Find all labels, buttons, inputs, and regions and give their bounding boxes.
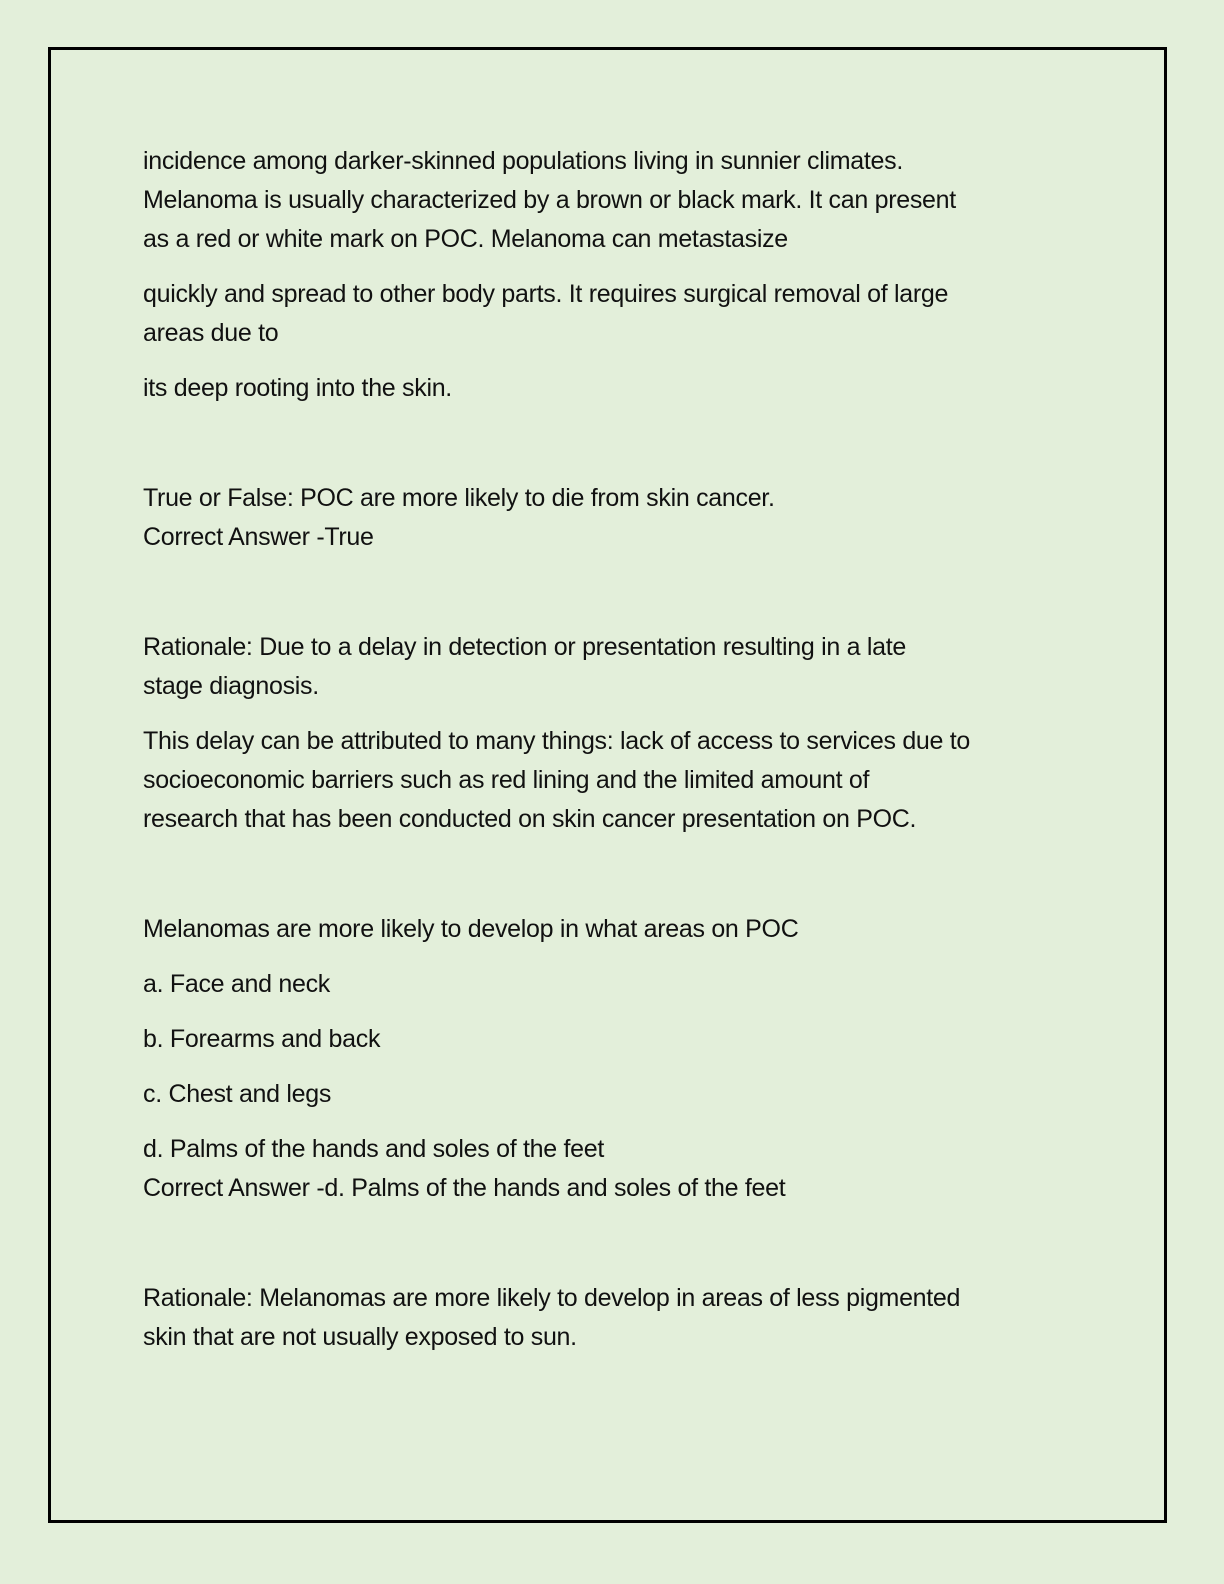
- text-line: Rationale: Melanomas are more likely to develop in areas of less pigmented: [143, 1284, 961, 1312]
- rationale-delay: [143, 628, 1103, 706]
- text-line: areas due to: [143, 319, 279, 347]
- option-text: b. Forearms and back: [143, 1025, 381, 1053]
- question-true-false: [143, 479, 1103, 557]
- option-b: [143, 1020, 1103, 1059]
- text-line: incidence among darker-skinned populations living in sunnier climates.: [143, 147, 903, 175]
- rationale-delay-detail: [143, 722, 1103, 839]
- text-line: quickly and spread to other body parts. It requires surgical removal of large: [143, 280, 949, 308]
- option-text: d. Palms of the hands and soles of the feet: [143, 1135, 605, 1163]
- option-d: [143, 1130, 1103, 1208]
- option-c: [143, 1075, 1103, 1114]
- text-line: socioeconomic barriers such as red lining and the limited amount of: [143, 766, 870, 794]
- text-line: stage diagnosis.: [143, 672, 319, 700]
- correct-answer: Correct Answer -True: [143, 523, 374, 551]
- text-line: This delay can be attributed to many things: lack of access to services due to: [143, 727, 971, 755]
- text-line: research that has been conducted on skin cancer presentation on POC.: [143, 805, 917, 833]
- text-line: skin that are not usually exposed to sun.: [143, 1323, 577, 1351]
- question-text: Melanomas are more likely to develop in what areas on POC: [143, 915, 799, 943]
- rationale-pigmented-skin: [143, 1279, 1103, 1357]
- question-melanoma-areas: [143, 910, 1103, 949]
- melanoma-spread-paragraph: [143, 275, 1103, 353]
- question-text: True or False: POC are more likely to die from skin cancer.: [143, 484, 775, 512]
- document-body: [143, 142, 1103, 1357]
- text-line: its deep rooting into the skin.: [143, 374, 452, 402]
- text-line: Melanoma is usually characterized by a brown or black mark. It can present: [143, 186, 956, 214]
- option-a: [143, 965, 1103, 1004]
- text-line: Rationale: Due to a delay in detection or presentation resulting in a late: [143, 633, 907, 661]
- option-text: c. Chest and legs: [143, 1080, 332, 1108]
- melanoma-rooting-paragraph: [143, 369, 1103, 408]
- text-line: as a red or white mark on POC. Melanoma can metastasize: [143, 225, 788, 253]
- correct-answer: Correct Answer -d. Palms of the hands and soles of the feet: [143, 1174, 786, 1202]
- option-text: a. Face and neck: [143, 970, 330, 998]
- melanoma-intro-paragraph: [143, 142, 1103, 259]
